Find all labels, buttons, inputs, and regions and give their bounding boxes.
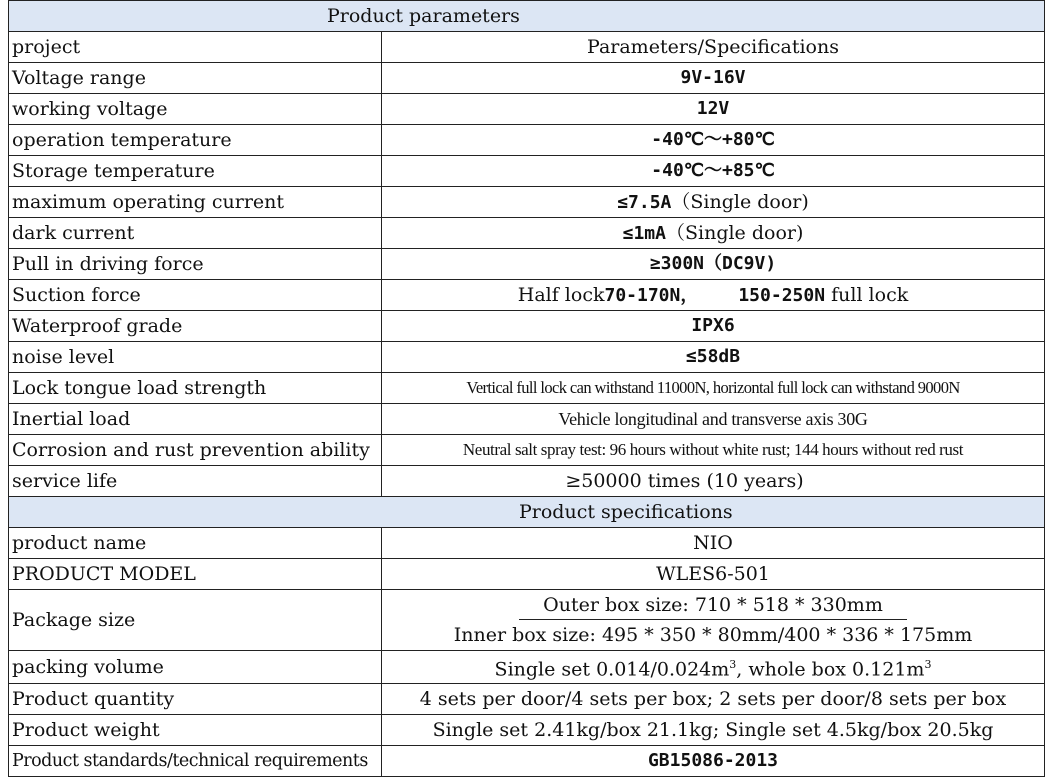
table-row bbox=[9, 342, 1045, 373]
column-header-row bbox=[9, 32, 1045, 63]
row-value: ≥50000 times (10 years) bbox=[382, 466, 1045, 497]
table-row bbox=[9, 373, 1045, 404]
row-label: Pull in driving force bbox=[9, 249, 382, 280]
table-row bbox=[9, 715, 1045, 746]
row-label: Product standards/technical requirements bbox=[9, 746, 382, 777]
row-label: PRODUCT MODEL bbox=[9, 559, 382, 590]
row-value: NIO bbox=[382, 528, 1045, 559]
table-row bbox=[9, 249, 1045, 280]
row-value: Single set 2.41kg/box 21.1kg; Single set 4.5kg/box 20.5kg bbox=[382, 715, 1045, 746]
row-value: IPX6 bbox=[382, 311, 1045, 342]
row-value bbox=[382, 187, 1045, 218]
section-title-parameters: Product parameters bbox=[9, 1, 1045, 32]
value-bold: ≤7.5A bbox=[617, 191, 672, 213]
row-value: 4 sets per door/4 sets per box; 2 sets per door/8 sets per box bbox=[382, 684, 1045, 715]
row-value-inner: Inner box size: 495 * 350 * 80mm/400 * 336 * 175mm bbox=[382, 620, 1045, 651]
table-row bbox=[9, 63, 1045, 94]
volume-single: Single set 0.014/0.024m bbox=[494, 658, 730, 681]
row-label: Storage temperature bbox=[9, 156, 382, 187]
row-label: Waterproof grade bbox=[9, 311, 382, 342]
row-value: -40℃～+85℃ bbox=[382, 156, 1045, 187]
row-value: Vehicle longitudinal and transverse axis 30G bbox=[382, 404, 1045, 435]
row-value: WLES6-501 bbox=[382, 559, 1045, 590]
row-label: dark current bbox=[9, 218, 382, 249]
row-value: -40℃～+80℃ bbox=[382, 125, 1045, 156]
table-row bbox=[9, 218, 1045, 249]
table-row bbox=[9, 125, 1045, 156]
row-label: packing volume bbox=[9, 651, 382, 684]
table-row bbox=[9, 404, 1045, 435]
value-note: （Single door) bbox=[665, 221, 804, 244]
row-label: Inertial load bbox=[9, 404, 382, 435]
table-row bbox=[9, 684, 1045, 715]
row-value bbox=[382, 218, 1045, 249]
value-bold: ≤1mA bbox=[622, 222, 666, 244]
row-label: Suction force bbox=[9, 280, 382, 311]
row-value: Neutral salt spray test: 96 hours without white rust; 144 hours without red rust bbox=[382, 435, 1045, 466]
table-row bbox=[9, 311, 1045, 342]
row-value: 12V bbox=[382, 94, 1045, 125]
table-row bbox=[9, 528, 1045, 559]
row-label: product name bbox=[9, 528, 382, 559]
value-pre: Half lock bbox=[517, 283, 605, 306]
row-label: Voltage range bbox=[9, 63, 382, 94]
superscript-3: 3 bbox=[729, 658, 737, 671]
section-header-row bbox=[9, 497, 1045, 528]
row-value: ≥300N（DC9V) bbox=[382, 249, 1045, 280]
row-label: service life bbox=[9, 466, 382, 497]
value-note: （Single door) bbox=[671, 190, 809, 213]
row-value: 9V-16V bbox=[382, 63, 1045, 94]
row-value: GB15086-2013 bbox=[382, 746, 1045, 777]
section-title-specifications: Product specifications bbox=[9, 497, 1045, 528]
table-row bbox=[9, 280, 1045, 311]
row-label: Corrosion and rust prevention ability bbox=[9, 435, 382, 466]
volume-whole: , whole box 0.121m bbox=[736, 658, 925, 681]
col-header-spec: Parameters/Specifications bbox=[382, 32, 1045, 63]
row-label: noise level bbox=[9, 342, 382, 373]
row-label: Product quantity bbox=[9, 684, 382, 715]
table-row bbox=[9, 590, 1045, 621]
superscript-3: 3 bbox=[924, 658, 932, 671]
row-label: working voltage bbox=[9, 94, 382, 125]
outer-box-size: Outer box size: 710 * 518 * 330mm bbox=[519, 591, 907, 620]
value-bold-1: 70-170N， bbox=[604, 284, 699, 306]
table-row bbox=[9, 746, 1045, 777]
row-label: operation temperature bbox=[9, 125, 382, 156]
table-row bbox=[9, 466, 1045, 497]
section-header-row bbox=[9, 1, 1045, 32]
value-bold-2: 150-250N bbox=[738, 284, 826, 306]
spec-table bbox=[8, 0, 1045, 777]
row-label: Lock tongue load strength bbox=[9, 373, 382, 404]
col-header-project: project bbox=[9, 32, 382, 63]
table-row bbox=[9, 559, 1045, 590]
table-row bbox=[9, 435, 1045, 466]
row-value bbox=[382, 651, 1045, 684]
row-label: Product weight bbox=[9, 715, 382, 746]
table-row bbox=[9, 187, 1045, 218]
spec-table-wrapper bbox=[8, 0, 1044, 777]
table-row bbox=[9, 156, 1045, 187]
row-label: Package size bbox=[9, 590, 382, 651]
row-label: maximum operating current bbox=[9, 187, 382, 218]
row-value bbox=[382, 280, 1045, 311]
row-value-outer bbox=[382, 590, 1045, 621]
row-value: Vertical full lock can withstand 11000N, horizontal full lock can withstand 9000N bbox=[382, 373, 1045, 404]
value-post: full lock bbox=[831, 283, 909, 306]
table-row bbox=[9, 651, 1045, 684]
row-value: ≤58dB bbox=[382, 342, 1045, 373]
table-row bbox=[9, 94, 1045, 125]
